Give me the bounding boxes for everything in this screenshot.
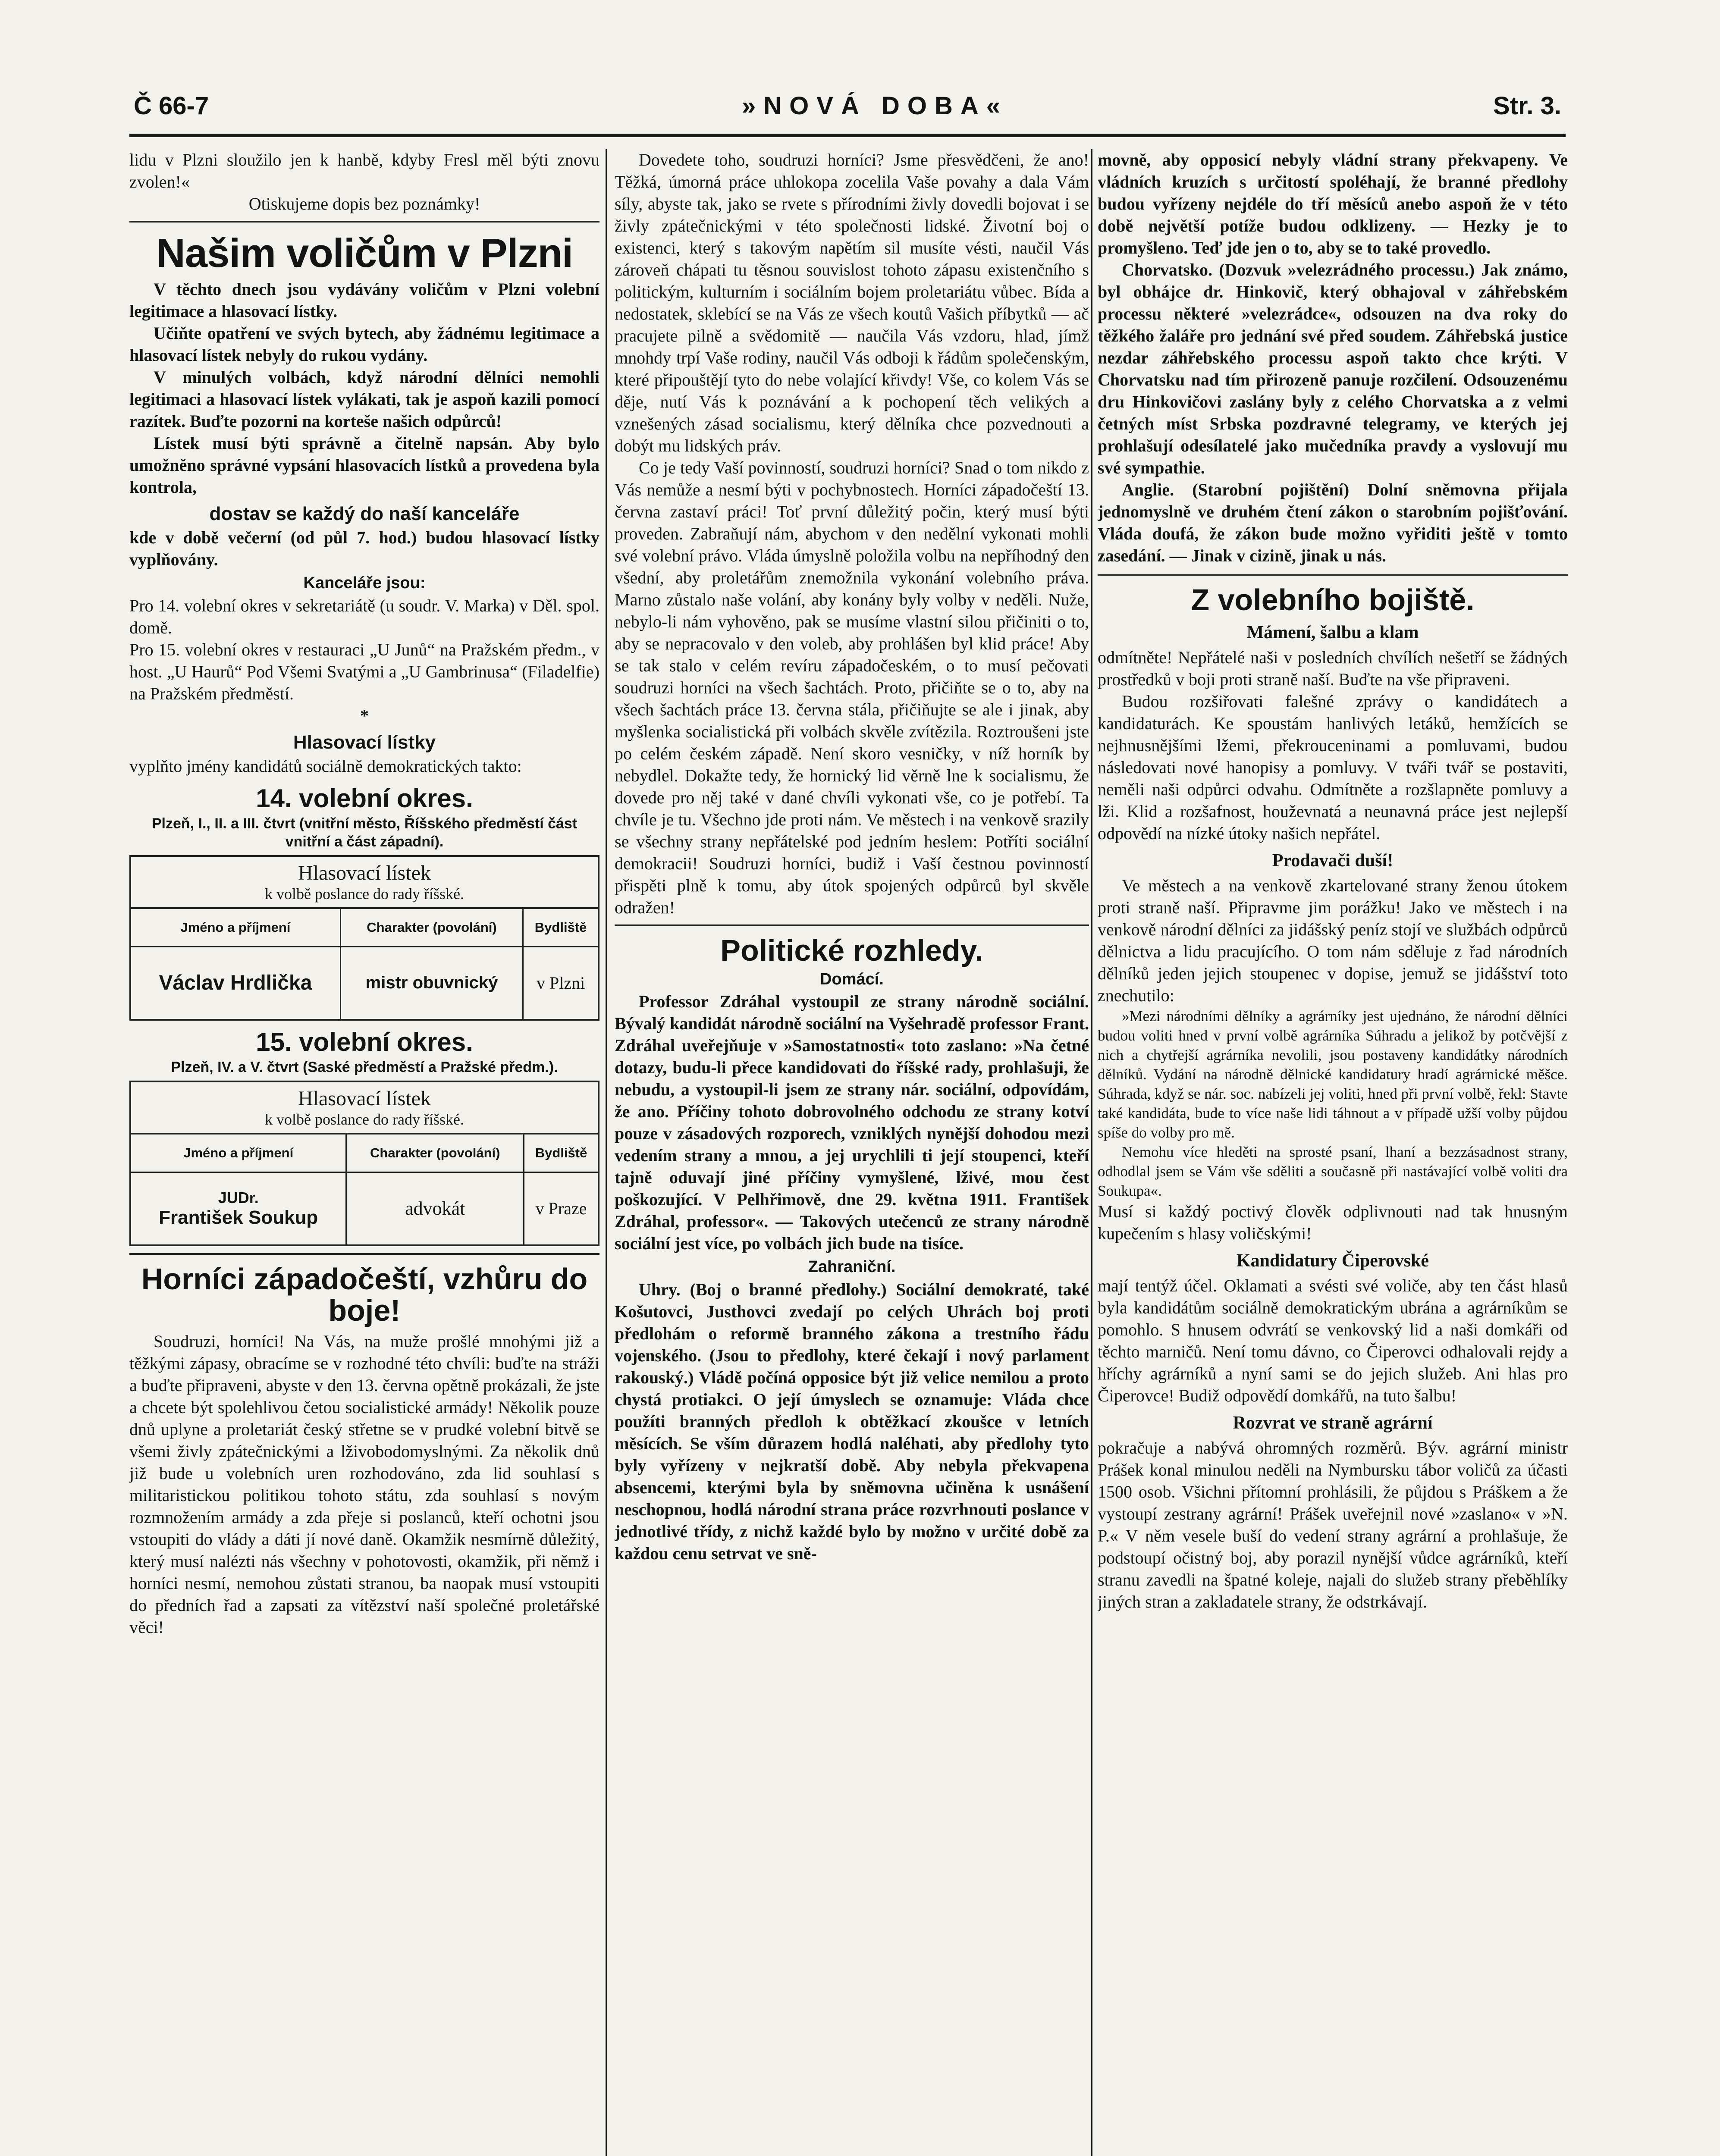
paragraph: odmítněte! Nepřátelé naši v posledních chvílích nešetří se žádných prostředků v boji proti straně naší. Buďte na vše připraveni. <box>1098 647 1568 689</box>
star-separator: * <box>360 705 369 725</box>
subheading-rozvrat: Rozvrat ve straně agrární <box>1233 1413 1433 1433</box>
paragraph: Soudruzi, horníci! Na Vás, na muže prošlé mnohými již a těžkými zápasy, obracíme se v rozhodné této chvíli: buďte na stráži a buďte připraveni, abyste v den 13. června opětně prokázali, že jste a chcete být spolehlivou četou socialistické armády! Několik pouze dnů uplyne a proletariát český střetne se v prudké volební bitvě se všemi živly zpátečnickými a lživobodomyslnými. Za několik dnů již bude u volebních uren rozhodováno, zda lid souhlasí s militaristickou politikou tohoto státu, zda souhlasí s novým rozmnožením armády a zda přeje si poslanců, kteří ochotni jsou vstoupiti do vlády a dáti jí nové daně. Okamžik nesmírně důležitý, který musí nalézti nás všechny v pohotovosti, okamžik, při němž i horníci nesmí, nemohou zůstati stranou, ba naopak musí vstoupiti do předních řad a zapsati za vítězství naší společné proletářské věci! <box>129 1331 599 1637</box>
ballot-district-14 <box>129 855 599 1021</box>
ballot-header-residence: Bydliště <box>523 908 598 947</box>
ballot-title: Hlasovací lístek <box>298 861 431 884</box>
column-1 <box>129 149 599 2156</box>
paragraph: Chorvatsko. (Dozvuk »velezrádného processu.) Jak známo, byl obhájce dr. Hinkovič, který obhajoval v záhřebském processu některé »velezrádce«, odsouzen na dva roky do těžkého žaláře pro jednání své před soudem. Záhřebská justice nezdar záhřebského processu aspoň takto chce krýti. V Chorvatsku nad tím přirozeně panuje rozčilení. Odsouzenému dru Hinkovičovi zaslány byly z celého Chorvatska a z velmi četných míst Srbska pozdravné telegramy, ve kterých jej prohlašují odesílatelé jako mučedníka pravdy a vyslovují mu své sympathie. <box>1098 260 1568 477</box>
paragraph: movně, aby opposicí nebyly vládní strany překvapeny. Ve vládních kruzích s určitostí spoléhají, že branné předlohy budou vyřízeny nejdéle do tří měsíců anebo aspoň že v této době největší potíže budou odklizeny. — Hezky je to promyšleno. Teď jde jen o to, aby se to také provedlo. <box>1098 150 1568 257</box>
candidate-title: JUDr. <box>218 1188 259 1206</box>
candidate-occupation: mistr obuvnický <box>340 946 523 1019</box>
page-number: Str. 3. <box>1493 92 1561 120</box>
headline-volebni-bojiste: Z volebního bojiště. <box>1191 583 1475 617</box>
paragraph: pokračuje a nabývá ohromných rozměrů. Býv. agrární ministr Prášek konal minulou neděli na Nymbursku tábor voličů za účasti 1500 osob. Všichni přítomní prohlásili, že půjdou s Práškem a že vystoupí zestrany agrární! Prášek uveřejnil nové »zaslano« v »N. P.« V něm vesele buší do vedení strany agrární a prohlašuje, že podstoupí očistný boj, aby porazil nynější vůdce agrárníků, kteří stranu zavedli na špatné koleje, najali do služeb strany přeběhlíky jiných stran a zakladatele strany, že odstrkávají. <box>1098 1438 1568 1611</box>
paragraph: V minulých volbách, když národní dělníci nemohli legitimaci a hlasovací lístek vylákati, tak je aspoň kazili pomocí razítek. Buďte pozorni na korteše našich odpůrců! <box>129 367 599 431</box>
ballot-header-occupation: Charakter (povolání) <box>340 908 523 947</box>
paragraph: Ve městech a na venkově zkartelované strany ženou útokem proti straně naší. Připravme jim porážku! Jako ve městech i na venkově národní dělníci za jidášský peníz stojí ve službách odpůrců dělnictva a lidu pracujícího. O tom nám sděluje z řad národních dělníků jeden jejich stoupenec v dopise, jemuž se jidášství toto znechutilo: <box>1098 875 1568 1005</box>
ballot-header-residence: Bydliště <box>524 1134 598 1172</box>
ballot-header-name: Jméno a příjmení <box>131 908 340 947</box>
candidate-occupation: advokát <box>346 1172 524 1244</box>
headline-politicke-rozhledy: Politické rozhledy. <box>720 934 983 967</box>
paragraph: kde v době večerní (od půl 7. hod.) budou hlasovací lístky vyplňovány. <box>129 527 599 569</box>
editor-note: Otiskujeme dopis bez poznámky! <box>248 194 480 213</box>
paragraph: Učiňte opatření ve svých bytech, aby žádnému legitimace a hlasovací lístek nebyly do rukou vydány. <box>129 323 599 365</box>
ballot-subtitle: k volbě poslance do rady říšské. <box>265 885 464 903</box>
ballot-table <box>131 1133 598 1244</box>
district-15-description: Plzeň, IV. a V. čtvrt (Saské předměstí a Pražské předm.). <box>171 1059 558 1075</box>
subheading-listky: Hlasovací lístky <box>293 731 436 753</box>
ballot-title: Hlasovací lístek <box>298 1087 431 1110</box>
district-14-description: Plzeň, I., II. a III. čtvrt (vnitřní město, Říšského předměstí část vnitřní a část západní). <box>151 815 578 850</box>
paragraph: vyplňto jmény kandidátů sociálně demokratických takto: <box>129 756 522 776</box>
headline-volicum: Našim voličům v Plzni <box>156 230 573 276</box>
subheading-dostav: dostav se každý do naší kanceláře <box>209 503 520 524</box>
column-rule-2 <box>1091 149 1092 2156</box>
paragraph: Pro 15. volební okres v restauraci „U Junů“ na Pražském předm., v host. „U Haurů“ Pod Všemi Svatými a „U Gambrinusa“ (Filadelfie) na Pražském předměstí. <box>129 639 599 703</box>
subheading-prodavaci: Prodavači duší! <box>1272 850 1394 871</box>
district-15-heading: 15. volební okres. <box>256 1027 473 1056</box>
candidate-name-cell <box>131 1172 346 1244</box>
issue-number: Č 66-7 <box>134 92 209 120</box>
subheading-domaci: Domácí. <box>820 970 884 988</box>
paragraph: Co je tedy Vaší povinností, soudruzi horníci? Snad o tom nikdo z Vás nemůže a nesmí býti v pochybnostech. Horníci západočeští 13. června zastaví práci! Toť první důležitý počin, který musí býti proveden. Zabraňují nám, abychom v den nedělní vykonati mohli své volební právo. Vláda úmyslně položila volbu na nepříhodný den všední, aby proletářům znemožnila vykonání volebního práva. Marno zůstalo naše volání, aby konány byly volby v neděli. Nuže, nebylo-li nám vyhověno, pak se musíme vlastní silou přičiniti o to, aby se nepracovalo v den voleb, aby prohlášen byl klid práce! Aby se tak stalo v celém revíru západočeském, o to musí pečovati soudruzi horníci na všech šachtách. Proto, přičiňte se o to, aby na všech šachtách práce 13. června stála, přičiňujte se ale i jinak, aby myšlenka socialistická při volbách skvěle zvítězila. Roztroušeni jste po celém českém západě. Není skoro vesničky, v níž horník by nebydlel. Dokažte tedy, že hornický lid věrně lne k socialismu, že dovede pro něj také v dané chvíli vykonati vše, co je potřebí. Ta chvíle je tu. Všechno jde proti nám. Ve městech i na venkově srazily se všechny strany nepřátelské pod jedním heslem: Potříti sociální demokracii! Soudruzi horníci, budiž i Vaší čestnou povinností přispěti plně k tomu, aby útok spojených odpůrců byl skvěle odražen! <box>615 458 1089 917</box>
subheading-zahranicni: Zahraniční. <box>808 1258 896 1276</box>
paragraph: Pro 14. volební okres v sekretariátě (u soudr. V. Marka) v Děl. spol. domě. <box>129 595 599 637</box>
ballot-table <box>131 907 598 1019</box>
divider <box>129 1253 599 1255</box>
quoted-letter: Nemohu více hleděti na sprosté psaní, lhaní a bezzásadnost strany, odhodlal jsem se Vám vše sděliti a současně při nastávající volbě voliti dra Soukupa«. <box>1098 1143 1568 1199</box>
column-rule-1 <box>606 149 607 2156</box>
candidate-residence: v Praze <box>524 1172 598 1244</box>
article-continuation: lidu v Plzni sloužilo jen k hanbě, kdyby Fresl měl býti znovu zvolen!« <box>129 150 599 191</box>
divider <box>129 221 599 222</box>
paragraph: Uhry. (Boj o branné předlohy.) Sociální demokraté, také Košutovci, Justhovci zvedají po celých Uhrách boj proti předlohám o reformě branného zákona a trestního řádu vojenského. (Jsou to předlohy, které čekají i nový parlament rakouský.) Vládě počíná opposice být již velice nemilou a proto chystá protiakci. O její úmyslech se oznamuje: Vláda chce použíti branných předloh k obtěžkací zkoušce v letních měsících. Se vším důrazem hodlá naléhati, aby předlohy tyto byly vyřízeny v nejkratší době. Aby nebyla překvapena absencemi, kterými byla by sněmovna učiněna k usnášení neschopnou, hodlá národní strana práce rozvrhnouti poslance v jednotlivé třídy, z nichž každé bylo by možno v určité době za každou cenu setrvat ve sně- <box>615 1280 1089 1564</box>
paragraph: Lístek musí býti správně a čitelně napsán. Aby bylo umožněno správné vypsání hlasovacích lístků a provedena byla kontrola, <box>129 433 599 497</box>
headline-hornici: Horníci západočeští, vzhůru do boje! <box>141 1262 588 1328</box>
newspaper-title: »NOVÁ DOBA« <box>742 92 1008 120</box>
district-14-heading: 14. volební okres. <box>256 783 473 813</box>
ballot-subtitle: k volbě poslance do rady říšské. <box>265 1110 464 1128</box>
ballot-header-occupation: Charakter (povolání) <box>346 1134 524 1172</box>
ballot-district-15 <box>129 1081 599 1246</box>
paragraph: Budou rozšiřovati falešné zprávy o kandidátech a kandidaturách. Ke spoustám hanlivých letáků, hemžících se nejhnusnějšími lžemi, překrouceninami a pomluvami, budou následovati nové hanopisy a pomluvy. V tváři tvář se postaviti, neměli naši odpůrci odvahu. Odmítněte a rozšlapněte pomluvy a lži. Klid a rozšafnost, houževnatá a neunavná práce jest nejlepší odpovědí na nízké útoky našich nepřátel. <box>1098 691 1568 843</box>
paragraph: Dovedete toho, soudruzi horníci? Jsme přesvědčeni, že ano! Těžká, úmorná práce uhlokopa zocelila Vaše povahy a dala Vám síly, abyste tak, jako se rvete s přírodními živly dovedli bojovat i se živly zpátečnickými v této společnosti lidské. Životní boj o existenci, který s takovým napětím sil musíte vésti, naučil Vás zároveň chápati tu těsnou souvislost tohoto zápasu existenčního s politickým, kulturním i sociálním bojem proletariátu vůbec. Bída a nedostatek, sklebící se na Vás ze všech koutů Vašich příbytků — ač pracujete pilně a svědomitě — naučila Vás vzdoru, hlad, jímž mnohdy trpí Vaše rodiny, naučil Vás odboji k řádům společenským, které připouštějí tyto do nebe volající křivdy! Vše, co kolem Vás se děje, nutí Vás k poznávání a k pochopení těch velikých a vznešených zásad socialismu, který dělníka chce pozvednouti a dobýt mu lidských práv. <box>615 150 1089 455</box>
candidate-name: Václav Hrdlička <box>131 946 340 1019</box>
paragraph: Professor Zdráhal vystoupil ze strany národně sociální. Bývalý kandidát národně sociální na Vyšehradě professor Frant. Zdráhal uveřejňuje v »Samostatnosti« toto zaslano: »Na četné dotazy, budu-li přece kandidovati do říšské rady, prohlašuji, že nebudu, a vystoupil-li jsem ze strany nár. sociální, odpovídám, že ano. Příčiny tohoto dobrovolného odchodu ze strany kotví pouze v zásadových rozporech, vzniklých nynější dohodou mezi vedením strany a mnou, a jej urychlili ti její stoupenci, kteří tajně oduvají jiné příčiny vymyšlené, lživé, mou čest poškozující. V Pelhřimově, dne 29. května 1911. František Zdráhal, professor«. — Takových utečenců ze strany národně sociální jest více, po volbách jich bude na tisíce. <box>615 992 1089 1253</box>
paragraph: mají tentýž účel. Oklamati a svésti své voliče, aby ten část hlasů byla kandidátům sociálně demokratickým ubrána a agrárníkům se pomohlo. S hnusem odvrátí se venkovský lid a naši domkáři od těchto marničů. Není tomu dávno, co Čiperovci odhalovali rejdy a hříchy agrárníků a nyní sami se do jejich služeb. Ani hlas pro Čiperovce! Budiž odpovědí domkářů, na tuto šalbu! <box>1098 1275 1568 1405</box>
subheading-kancelare: Kanceláře jsou: <box>303 573 426 592</box>
paragraph: Anglie. (Starobní pojištění) Dolní sněmovna přijala jednomyslně ve druhém čtení zákon o starobním pojišťování. Vláda doufá, že zákon bude možno vyřiditi ještě v tomto zasedání. — Jinak v cizině, jinak u nás. <box>1098 480 1568 565</box>
paragraph: V těchto dnech jsou vydávány voličům v Plzni volební legitimace a hlasovací lístky. <box>129 279 599 321</box>
paragraph: Musí si každý poctivý člověk odplivnouti nad tak hnusným kupečením s hlasy voličskými! <box>1098 1201 1568 1243</box>
column-3 <box>1098 149 1568 2156</box>
quoted-letter: »Mezi národními dělníky a agrárníky jest ujednáno, že národní dělníci budou voliti hned v první volbě agrárníka Súhradu a jelikož by potčvější z nich a chytřejší agrárníka nevolili, jsou postaveny kandidátky národních dělníků. Vydání na národně dělnické kandidatury hradí agrárnické měšce. Súhrada, když se nár. soc. nabízeli jej voliti, hned při první volbě, řekl: Stavte také kandidáta, bude to více naše lidi táhnout a v případě užší volby půjdou spíše do volby pro mě. <box>1098 1007 1568 1141</box>
candidate-name: František Soukup <box>159 1206 318 1228</box>
masthead <box>129 86 1566 137</box>
subheading-ciperovske: Kandidatury Čiperovské <box>1236 1250 1429 1271</box>
subheading-maneni: Mámení, šalbu a klam <box>1246 622 1419 642</box>
ballot-header-name: Jméno a příjmení <box>131 1134 346 1172</box>
column-2 <box>615 149 1089 2156</box>
divider <box>1098 574 1568 576</box>
divider <box>615 924 1089 926</box>
candidate-residence: v Plzni <box>523 946 598 1019</box>
